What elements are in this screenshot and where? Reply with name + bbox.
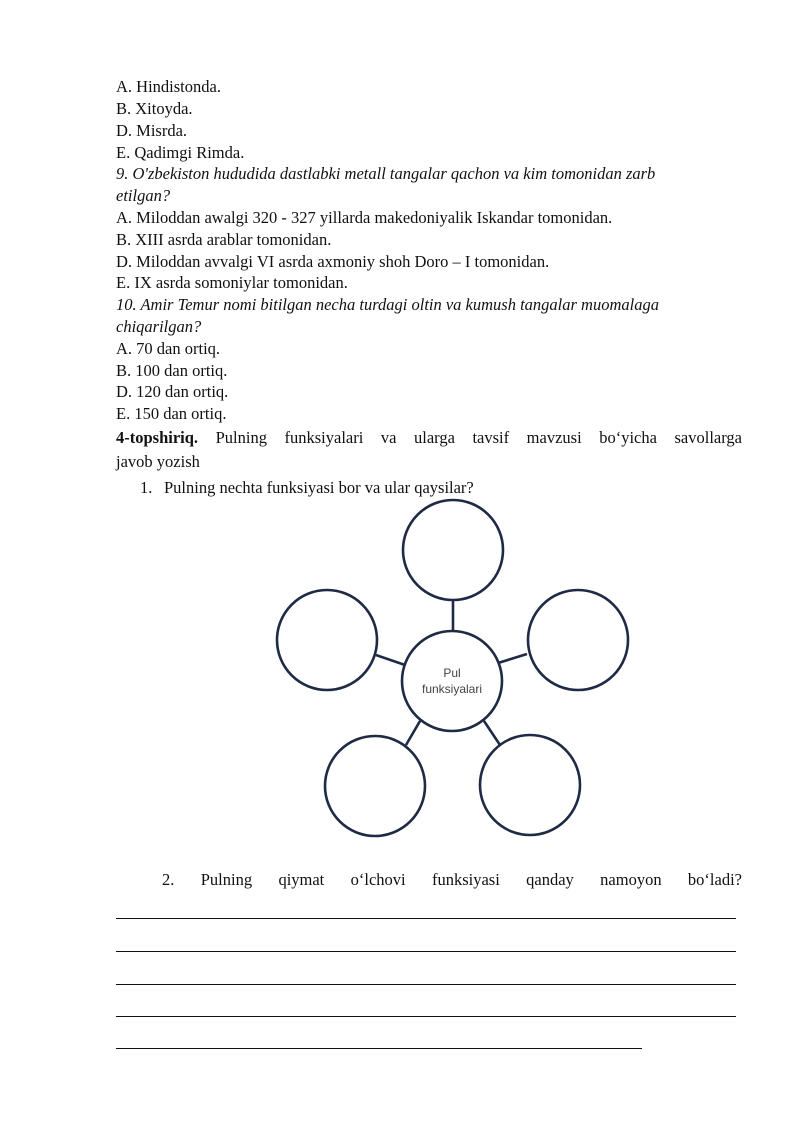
q10-option-a: A. 70 dan ortiq. [116, 339, 221, 358]
item-2-text: Pulning qiymat o‘lchovi funksiyasi qanday namoyon bo‘ladi? [200, 870, 742, 889]
outer-circle-left [277, 590, 377, 690]
question-10-line1: 10. Amir Temur nomi bitilgan necha turdagi oltin va kumush tangalar muomalaga [116, 295, 659, 314]
connector-right [498, 654, 527, 663]
q10-option-b: B. 100 dan ortiq. [116, 361, 228, 380]
answer-line[interactable] [116, 918, 736, 919]
option-d-prev: D. Misrda. [116, 121, 188, 140]
q10-option-e: E. 150 dan ortiq. [116, 404, 227, 423]
item-1-number: 1. [140, 478, 153, 497]
answer-line[interactable] [116, 1048, 642, 1049]
q9-option-e: E. IX asrda somoniylar tomonidan. [116, 273, 348, 292]
q9-option-d: D. Miloddan avvalgi VI asrda axmoniy shoh Doro – I tomonidan. [116, 252, 550, 271]
connector-left [376, 655, 405, 665]
outer-circle-bottom-left [325, 736, 425, 836]
center-label-line2: funksiyalari [421, 682, 483, 696]
item-1-text: Pulning nechta funksiyasi bor va ular qaysilar? [164, 478, 474, 497]
task4-item-2 [162, 869, 742, 891]
answer-line[interactable] [116, 951, 736, 952]
q10-option-d: D. 120 dan ortiq. [116, 382, 229, 401]
money-functions-diagram [270, 495, 640, 845]
outer-circle-right [528, 590, 628, 690]
outer-circle-bottom-right [480, 735, 580, 835]
connector-bottom-left [406, 721, 420, 745]
question-10-line2: chiqarilgan? [116, 317, 202, 336]
center-label-line1: Pul [443, 666, 461, 680]
q9-option-b: B. XIII asrda arablar tomonidan. [116, 230, 332, 249]
option-e-prev: E. Qadimgi Rimda. [116, 143, 245, 162]
question-9-line2: etilgan? [116, 186, 171, 205]
option-b-prev: B. Xitoyda. [116, 99, 193, 118]
q9-option-a: A. Miloddan awalgi 320 - 327 yillarda makedoniyalik Iskandar tomonidan. [116, 208, 613, 227]
connector-bottom-right [484, 721, 500, 745]
task4-text: Pulning funksiyalari va ularga tavsif mavzusi bo‘yicha savollarga [215, 428, 742, 447]
center-circle [402, 631, 502, 731]
option-a-prev: A. Hindistonda. [116, 77, 221, 96]
question-9-line1: 9. O'zbekiston hududida dastlabki metall tangalar qachon va kim tomonidan zarb [116, 164, 656, 183]
task4-label: 4-topshiriq. [116, 428, 199, 447]
outer-circle-top [403, 500, 503, 600]
answer-line[interactable] [116, 984, 736, 985]
task4-text-line2: javob yozish [116, 452, 200, 471]
task4-heading [116, 427, 742, 449]
answer-line[interactable] [116, 1016, 736, 1017]
item-2-number: 2. [162, 870, 175, 889]
